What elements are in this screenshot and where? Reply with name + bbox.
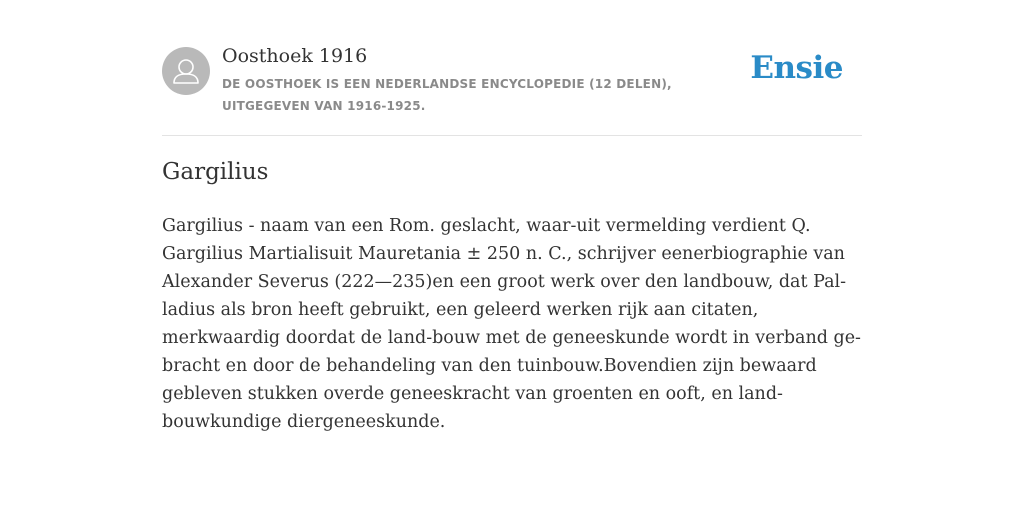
source-header [162,42,862,136]
user-avatar-icon[interactable] [162,47,210,95]
brand-logo[interactable]: Ensie [750,50,843,86]
user-silhouette-icon [162,47,210,95]
article-title: Gargilius [162,159,269,185]
source-description: DE OOSTHOEK IS EEN NEDERLANDSE ENCYCLOPEDIE (12 DELEN), UITGEGEVEN VAN 1916-1925. [222,77,672,113]
article-body: Gargilius - naam van een Rom. geslacht, waar-uit vermelding verdient Q. Gargilius Martialisuit Mauretania ± 250 n. C., schrijver eenerbiographie van Alexander Severus (222—235)en een groot werk over den landbouw, dat Pal-ladius als bron heeft gebruikt, een geleerd werken rijk aan citaten, merkwaardig doordat de land-bouw met de geneeskunde wordt in verband ge-bracht en door de behandeling van den tuinbouw.Bovendien zijn bewaard gebleven stukken overde geneeskracht van groenten en ooft, en land-bouwkundige diergeneeskunde. [162,216,861,432]
source-name[interactable]: Oosthoek 1916 [222,45,368,67]
